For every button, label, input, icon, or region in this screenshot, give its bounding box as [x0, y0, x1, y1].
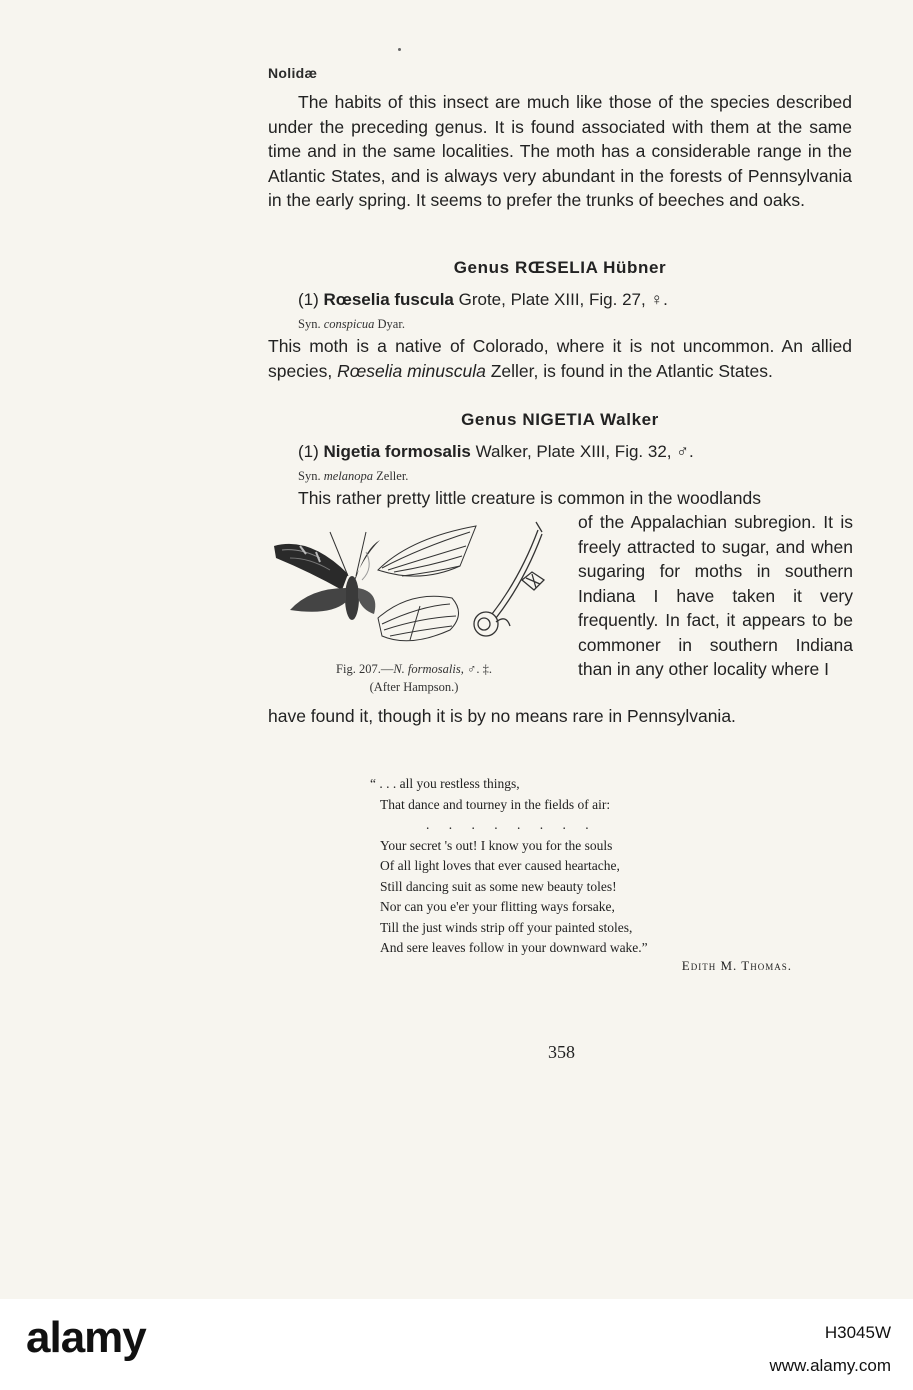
- poem-line: And sere leaves follow in your downward wake.”: [380, 940, 648, 955]
- poem-ellipsis-line: . . . . . . . .: [426, 817, 597, 832]
- nigetia-paragraph-first-line: This rather pretty little creature is common in the woodlands: [298, 488, 761, 508]
- species-reference: Grote, Plate XIII, Fig. 27, ♀.: [453, 290, 668, 309]
- image-code: H3045W: [824, 1323, 891, 1342]
- syn-author: Dyar.: [374, 317, 405, 331]
- species-reference: Walker, Plate XIII, Fig. 32, ♂.: [470, 442, 694, 461]
- roeselia-paragraph: [268, 334, 852, 383]
- caption-figure-number: Fig. 207.—: [336, 662, 394, 676]
- synonym-line-nigetia: [298, 469, 408, 484]
- syn-name: conspicua: [323, 317, 375, 331]
- figure-caption: [270, 662, 558, 677]
- paragraph-text: Zeller, is found in the Atlantic States.: [485, 360, 773, 381]
- genus-heading-roeselia: Genus RŒSELIA Hübner: [453, 258, 667, 277]
- intro-paragraph: The habits of this insect are much like those of the species described under the preceding genus. It is found associated with them at the same time and in the same localities. The moth has a considerable range in the Atlantic States, and is always very abundant in the forests of Pennsylvania in the early spring. It seems to prefer the trunks of beeches and oaks.: [268, 92, 852, 210]
- poem-line: “ . . . all you restless things,: [370, 776, 520, 791]
- syn-name: melanopa: [323, 469, 374, 483]
- syn-label: Syn.: [298, 317, 321, 331]
- syn-author: Zeller.: [373, 469, 409, 483]
- page-mark: [398, 48, 401, 51]
- running-head: Nolidæ: [268, 65, 318, 81]
- poem-quotation: [370, 774, 790, 959]
- figure-caption-source: (After Hampson.): [369, 680, 459, 694]
- alamy-logo: alamy: [26, 1313, 146, 1362]
- forewing-venation-drawing: [378, 526, 476, 576]
- nigetia-paragraph-wrapped: of the Appalachian subregion. It is freely attracted to sugar, and when sugaring for moths in southern Indiana I have taken it very frequently. In fact, it appears to be commoner in southern Indiana than in any other locality where I: [578, 512, 853, 679]
- paragraph-text: This moth is a native of Colorado, where it is not uncommon. An allied species,: [268, 336, 852, 381]
- caption-symbols: ♂. ‡.: [463, 662, 492, 676]
- synonym-line-roeselia: [298, 317, 405, 332]
- syn-label: Syn.: [298, 469, 321, 483]
- poem-line: Your secret 's out! I know you for the souls: [380, 837, 613, 853]
- species-name: Rœselia fuscula: [323, 290, 454, 309]
- antenna-detail-drawing: [474, 522, 544, 636]
- poem-line: Nor can you e'er your flitting ways forsake,: [380, 899, 615, 914]
- hindwing-venation-drawing: [378, 596, 459, 641]
- species-name: Nigetia formosalis: [323, 442, 471, 461]
- watermark-url: www.alamy.com: [769, 1356, 891, 1375]
- entry-number: (1): [298, 442, 319, 461]
- genus-heading-nigetia: Genus NIGETIA Walker: [461, 410, 659, 429]
- species-entry-nigetia: [298, 442, 694, 462]
- poem-line: That dance and tourney in the fields of air:: [380, 796, 611, 812]
- poem-attribution: Edith M. Thomas.: [681, 958, 792, 973]
- poem-line: Of all light loves that ever caused heartache,: [380, 858, 620, 873]
- paragraph-italic-species: Rœselia minuscula: [337, 360, 486, 381]
- nigetia-paragraph-last-line: have found it, though it is by no means rare in Pennsylvania.: [268, 706, 736, 726]
- moth-specimen-drawing: [274, 532, 380, 620]
- poem-line: Till the just winds strip off your painted stoles,: [380, 919, 633, 935]
- entry-number: (1): [298, 290, 319, 309]
- caption-species: N. formosalis,: [393, 662, 464, 676]
- species-entry-roeselia: [298, 290, 668, 310]
- poem-line: Still dancing suit as some new beauty toles!: [380, 878, 617, 894]
- page-number: 358: [548, 1042, 575, 1062]
